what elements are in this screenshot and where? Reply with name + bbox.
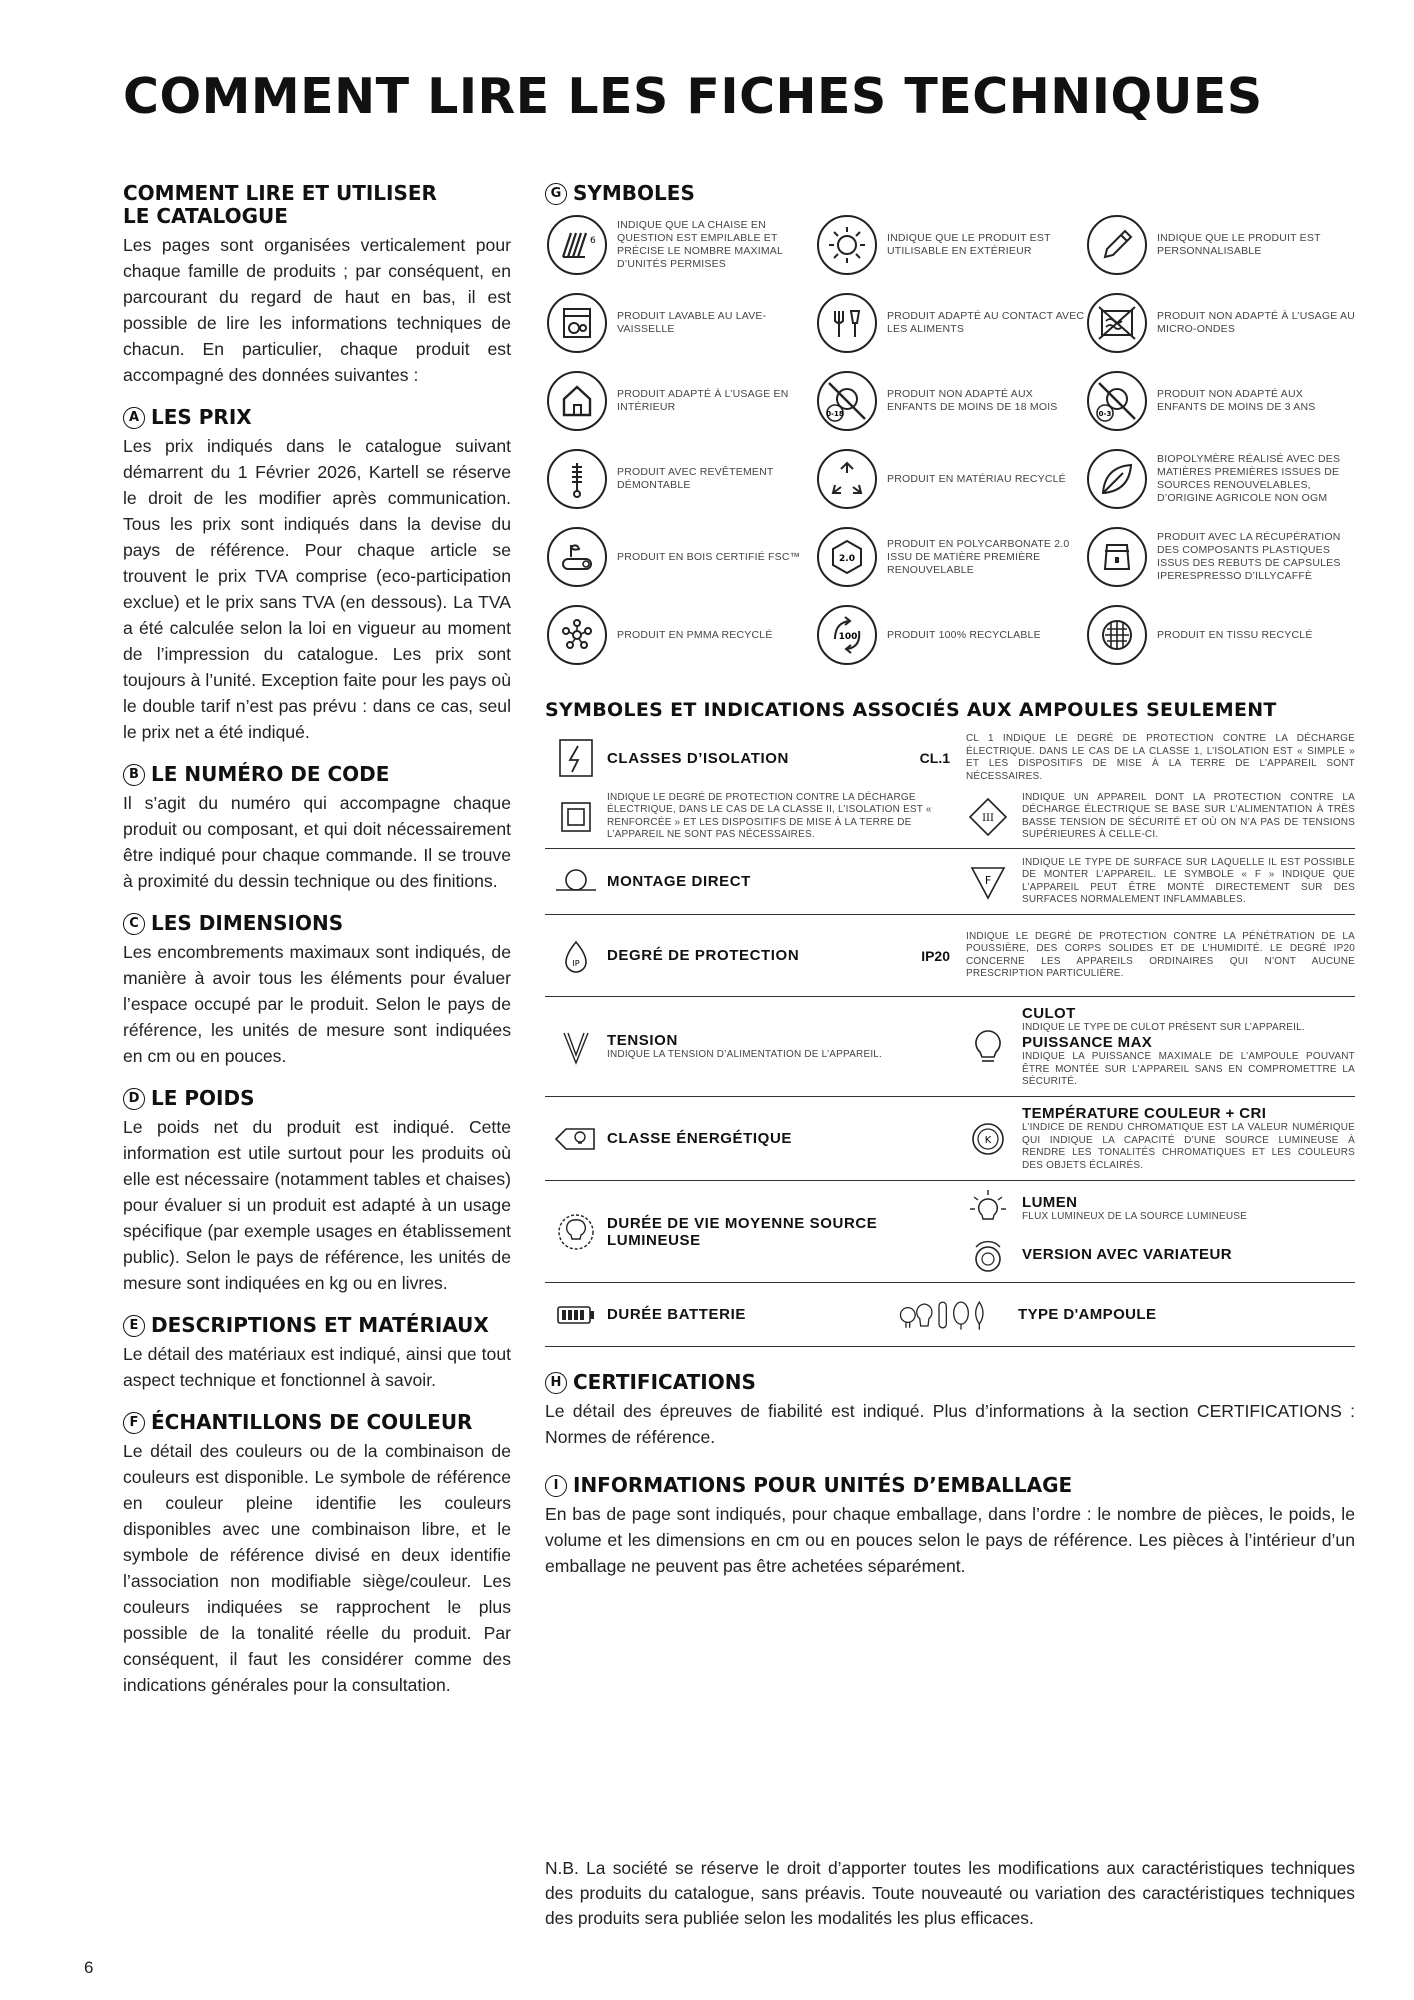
row-code: IP20 <box>921 947 950 964</box>
customizable-pencil-icon <box>1085 213 1149 277</box>
bulbs-heading: SYMBOLES ET INDICATIONS ASSOCIÉS AUX AMPOULES SEULEMENT <box>545 699 1277 721</box>
class-three-icon <box>960 795 1016 839</box>
symbol-item <box>815 445 1085 513</box>
row-desc: INDIQUE LE DEGRÉ DE PROTECTION CONTRE LA DÉCHARGE ÉLECTRIQUE, DANS LE CAS DE LA CLASSE II, L’ISOLATION EST « RENFORCÉE » ET LES DISPOSITIFS DE MISE À LA TERRE DE L’APPAREIL NE SONT PAS NÉCESSAIRES. <box>607 791 932 840</box>
section-heading: CERTIFICATIONS <box>573 1370 756 1394</box>
recycled-fabric-icon <box>1085 603 1149 667</box>
section-text: En bas de page sont indiqués, pour chaque emballage, dans l’ordre : le nombre de pièces, le poids, le volume et les dimensions en cm ou en pouces selon le pays de référence. Les pièces à l’intérieur d’un emballage ne peuvent pas être achetées séparément. <box>545 1504 1355 1576</box>
row-label: DEGRÉ DE PROTECTION <box>607 947 800 964</box>
letter-h-badge: H <box>545 1372 567 1394</box>
section-prices <box>123 406 511 745</box>
section-heading: LE NUMÉRO DE CODE <box>151 762 390 786</box>
letter-a-badge: A <box>123 407 145 429</box>
row-heading: VERSION AVEC VARIATEUR <box>1022 1246 1232 1263</box>
symbol-item <box>545 367 815 435</box>
polycarbonate-icon <box>815 525 879 589</box>
intro-text: Les pages sont organisées verticalement pour chaque famille de produits ; par conséquent, en parcourant du regard de haut en bas, il est possible de lire les informations techniques de chacun. En particulier, chaque produit est accompagné des données suivantes : <box>123 235 511 385</box>
row-label: CLASSES D’ISOLATION <box>607 749 789 767</box>
row-desc: CL 1 INDIQUE LE DEGRÉ DE PROTECTION CONTRE LA DÉCHARGE ÉLECTRIQUE. DANS LE CAS DE LA CLASSE 1, L’ISOLATION EST « SIMPLE » ET LES DISPOSITIFS DE MISE À LA TERRE DE L’APPAREIL SONT NÉCESSAIRES. <box>966 733 1355 782</box>
symbol-item <box>1085 211 1355 279</box>
section-text: Les encombrements maximaux sont indiqués, de manière à avoir tous les éléments pour évaluer l’espace occupé par le produit. Selon le pays de référence, les unités de mesure sont indiquées en cm ou en pouces. <box>123 942 511 1066</box>
no-microwave-icon <box>1085 291 1149 355</box>
symbol-item <box>545 445 815 513</box>
lumen-icon <box>960 1187 1016 1231</box>
row-sub: FLUX LUMINEUX DE LA SOURCE LUMINEUSE <box>1022 1210 1248 1222</box>
symbol-text: PRODUIT NON ADAPTÉ À L’USAGE AU MICRO-ONDES <box>1157 310 1355 335</box>
direct-mount-icon <box>545 860 607 904</box>
letter-g-badge: G <box>545 183 567 205</box>
row-heading: LUMEN <box>1022 1193 1078 1211</box>
symbols-heading <box>545 182 1355 205</box>
row-desc: INDIQUE LE TYPE DE SURFACE SUR LAQUELLE IL EST POSSIBLE DE MONTER L’APPAREIL. LE SYMBOLE « F » INDIQUE QUE L’APPAREIL PEUT ÊTRE MONTÉ DIRECTEMENT SUR DES SURFACES NORMALEMENT INFLAMMABLES. <box>1022 856 1355 905</box>
symbol-text: PRODUIT AVEC LA RÉCUPÉRATION DES COMPOSANTS PLASTIQUES ISSUS DES REBUTS DE CAPSULES IPERESPRESSO D’ILLYCAFFÈ <box>1157 531 1341 582</box>
symbol-item <box>815 289 1085 357</box>
section-dimensions <box>123 912 511 1069</box>
symbol-text: INDIQUE QUE LE PRODUIT EST UTILISABLE EN EXTÉRIEUR <box>887 232 1051 257</box>
coffee-capsule-icon <box>1085 525 1149 589</box>
row-sub: INDIQUE LA PUISSANCE MAXIMALE DE L’AMPOULE POUVANT ÊTRE MONTÉE SUR L’APPAREIL SANS EN COMPROMETTRE LA SÉCURITÉ. <box>1022 1051 1355 1087</box>
symbols-heading-text: SYMBOLES <box>573 181 695 205</box>
packaging-section <box>545 1474 1355 1579</box>
bulb-row <box>545 997 1355 1097</box>
symbol-text: BIOPOLYMÈRE RÉALISÉ AVEC DES MATIÈRES PREMIÈRES ISSUES DE SOURCES RENOUVELABLES, D’ORIGINE AGRICOLE NON OGM <box>1157 453 1341 504</box>
section-heading: LES PRIX <box>151 405 252 429</box>
row-sub: L’INDICE DE RENDU CHROMATIQUE EST LA VALEUR NUMÉRIQUE QUI INDIQUE LA CAPACITÉ D’UNE SOURCE LUMINEUSE À RENDRE LES TONALITÉS CHROMATIQUES ET LES COULEURS DES OBJETS ÉCLAIRÉS. <box>1022 1122 1355 1171</box>
row-heading: TYPE D'AMPOULE <box>1018 1306 1157 1323</box>
dimmer-icon <box>960 1233 1016 1277</box>
row-heading: PUISSANCE MAX <box>1022 1034 1153 1051</box>
lifetime-icon <box>545 1210 607 1254</box>
symbol-item <box>545 289 815 357</box>
row-label: TENSION <box>607 1031 678 1049</box>
intro-section <box>123 182 511 388</box>
bulb-row <box>545 1181 1355 1283</box>
symbol-item <box>1085 445 1355 513</box>
no-children-18-icon <box>815 369 879 433</box>
section-heading: INFORMATIONS POUR UNITÉS D’EMBALLAGE <box>573 1473 1073 1497</box>
letter-b-badge: B <box>123 764 145 786</box>
symbol-item <box>545 211 815 279</box>
section-weight <box>123 1087 511 1296</box>
symbol-item <box>815 367 1085 435</box>
symbols-grid <box>545 211 1355 669</box>
f-mark-icon <box>960 860 1016 904</box>
section-code <box>123 763 511 894</box>
battery-icon <box>545 1293 607 1337</box>
removable-cover-icon <box>545 447 609 511</box>
row-label: CLASSE ÉNERGÉTIQUE <box>607 1130 792 1147</box>
symbol-text: PRODUIT LAVABLE AU LAVE-VAISSELLE <box>617 310 767 335</box>
age-badge: 0-3 <box>1098 410 1112 418</box>
symbol-text: INDIQUE QUE LE PRODUIT EST PERSONNALISABLE <box>1157 232 1321 257</box>
insulation-class-icon <box>545 736 607 780</box>
stack-count: 6 <box>590 236 596 246</box>
footnote: N.B. La société se réserve le droit d’apporter toutes les modifications aux caractéristiques techniques des produits du catalogue, sans préavis. Toute nouveauté ou variation des caractéristiques techniques des produits sera publiée selon les modalités les plus efficaces. <box>545 1858 1355 1928</box>
symbol-item <box>1085 601 1355 669</box>
section-text: Le détail des épreuves de fiabilité est indiqué. Plus d’informations à la section CERTIFICATIONS : Normes de référence. <box>545 1401 1355 1447</box>
class-two-icon <box>545 795 607 839</box>
symbol-text: PRODUIT NON ADAPTÉ AUX ENFANTS DE MOINS DE 18 MOIS <box>887 388 1058 413</box>
letter-e-badge: E <box>123 1315 145 1337</box>
row-desc: INDIQUE LE DEGRÉ DE PROTECTION CONTRE LA PÉNÉTRATION DE LA POUSSIÈRE, DES CORPS SOLIDES ET DE L’HUMIDITÉ. LE DEGRÉ IP20 CONCERNE LES APPAREILS ORDINAIRES QUI N’ONT AUCUNE PRESCRIPTION PARTICULIÈRE. <box>966 930 1355 979</box>
left-column <box>123 182 511 1716</box>
symbol-item <box>545 601 815 669</box>
bulb-row <box>545 731 1355 785</box>
row-heading: CULOT <box>1022 1004 1076 1022</box>
recycled-material-icon <box>815 447 879 511</box>
row-code: CL.1 <box>919 750 950 766</box>
bulb-row <box>545 785 1355 849</box>
section-text: Le détail des matériaux est indiqué, ainsi que tout aspect technique et fonctionnel à savoir. <box>123 1344 511 1390</box>
symbol-text: PRODUIT EN MATÉRIAU RECYCLÉ <box>887 472 1066 485</box>
no-children-3-icon <box>1085 369 1149 433</box>
symbol-item <box>545 523 815 591</box>
letter-d-badge: D <box>123 1088 145 1110</box>
symbol-item <box>1085 289 1355 357</box>
color-temperature-icon <box>960 1117 1016 1161</box>
bulb-row <box>545 915 1355 997</box>
symbol-text: PRODUIT EN POLYCARBONATE 2.0 ISSU DE MATIÈRE PREMIÈRE RENOUVELABLE <box>887 537 1070 576</box>
page-title: COMMENT LIRE LES FICHES TECHNIQUES <box>123 68 1263 125</box>
page-number: 6 <box>84 1958 94 1977</box>
section-heading: DESCRIPTIONS ET MATÉRIAUX <box>151 1313 489 1337</box>
letter-c-badge: C <box>123 913 145 935</box>
kelvin-badge: K <box>984 1134 992 1146</box>
symbol-item <box>815 211 1085 279</box>
symbol-item <box>1085 523 1355 591</box>
symbol-text: PRODUIT EN PMMA RECYCLÉ <box>617 628 773 641</box>
row-heading: TEMPÉRATURE COULEUR + CRI <box>1022 1105 1267 1122</box>
certifications-section <box>545 1371 1355 1450</box>
voltage-icon <box>545 1025 607 1069</box>
section-text: Le détail des couleurs ou de la combinaison de couleurs est disponible. Le symbole de référence en couleur pleine identifie les couleurs disponibles avec une combinaison libre, et le symbole de référence divisé en deux identifie l’association non modifiable siège/couleur. Les couleurs indiquées se rapprochent le plus possible de la tonalité réelle du produit. Par conséquent, il faut les considérer comme des indications générales pour la consultation. <box>123 1441 511 1695</box>
protection-degree-icon <box>545 934 607 978</box>
bulb-row <box>545 849 1355 915</box>
section-materials <box>123 1314 511 1393</box>
food-contact-icon <box>815 291 879 355</box>
section-text: Il s’agit du numéro qui accompagne chaque produit ou composant, et qui doit nécessairement être indiqué pour chaque commande. Il se trouve à proximité du dessin technique ou des finitions. <box>123 793 511 891</box>
section-heading: LES DIMENSIONS <box>151 911 344 935</box>
bulb-row <box>545 1097 1355 1181</box>
letter-i-badge: I <box>545 1475 567 1497</box>
recyclable-100-icon <box>815 603 879 667</box>
row-sub: INDIQUE LE TYPE DE CULOT PRÉSENT SUR L’APPAREIL. <box>1022 1021 1305 1033</box>
section-heading: LE POIDS <box>151 1086 255 1110</box>
symbol-text: PRODUIT NON ADAPTÉ AUX ENFANTS DE MOINS DE 3 ANS <box>1157 388 1316 413</box>
row-desc: INDIQUE UN APPAREIL DONT LA PROTECTION CONTRE LA DÉCHARGE ÉLECTRIQUE SE BASE SUR L’ALIMENTATION À TRÈS BASSE TENSION DE SÉCURITÉ ET OÙ ON N’A PAS DE TENSIONS SUPÉRIEURES À CELLE-CI. <box>1022 791 1355 840</box>
indoor-house-icon <box>545 369 609 433</box>
section-heading: ÉCHANTILLONS DE COULEUR <box>151 1410 473 1434</box>
symbol-item <box>1085 367 1355 435</box>
bulb-types-icon <box>890 1293 1010 1337</box>
fsc-wood-icon <box>545 525 609 589</box>
f-mark-badge: F <box>984 873 992 887</box>
pmma-recycled-icon <box>545 603 609 667</box>
stackable-chair-icon <box>545 213 609 277</box>
symbol-item <box>815 523 1085 591</box>
right-column <box>545 182 1355 1579</box>
ip-badge: IP <box>572 958 580 968</box>
section-text: Le poids net du produit est indiqué. Cette information est utile surtout pour les produits où elle est nécessaire (notamment tables et chaises) pour évaluer si un produit est adapté à un usage spécifique (par exemple usages en établissement public). Selon le pays de référence, les unités de mesure sont indiquées en kg ou en livres. <box>123 1117 511 1293</box>
section-text: Les prix indiqués dans le catalogue suivant démarrent du 1 Février 2026, Kartell se réserve le droit de les modifier après communication. Tous les prix sont indiqués dans la devise du pays de référence. Pour chaque article se trouvent le prix TVA comprise (eco-participation exclue) et le prix sans TVA (en dessous). La TVA a été calculée selon la loi en vigueur au moment de l’impression du catalogue. Les prix sont toujours à l’unité. Exception faite pour les pays où le double tarif n’est pas prévu : dans ce cas, seul le prix net a été indiqué. <box>123 436 511 742</box>
row-label: DURÉE BATTERIE <box>607 1306 746 1323</box>
biopolymer-leaf-icon <box>1085 447 1149 511</box>
percent-badge: 100 <box>838 632 858 642</box>
bulb-row <box>545 1283 1355 1347</box>
energy-class-icon <box>545 1117 607 1161</box>
bulbs-table <box>545 731 1355 1347</box>
dishwasher-icon <box>545 291 609 355</box>
row-label: DURÉE DE VIE MOYENNE SOURCE LUMINEUSE <box>607 1214 878 1249</box>
outdoor-sun-icon <box>815 213 879 277</box>
symbol-text: INDIQUE QUE LA CHAISE EN QUESTION EST EMPILABLE ET PRÉCISE LE NOMBRE MAXIMAL D’UNITÉS PERMISES <box>617 219 783 270</box>
letter-f-badge: F <box>123 1412 145 1434</box>
class-three-badge: III <box>982 812 994 824</box>
symbol-text: PRODUIT AVEC REVÊTEMENT DÉMONTABLE <box>617 466 774 491</box>
bulb-base-icon <box>960 1025 1016 1069</box>
row-label: MONTAGE DIRECT <box>607 873 751 890</box>
version-badge: 2.0 <box>839 554 855 564</box>
age-badge: 0-18 <box>826 410 844 418</box>
symbol-text: PRODUIT EN TISSU RECYCLÉ <box>1157 628 1313 641</box>
symbol-item <box>815 601 1085 669</box>
section-colors <box>123 1411 511 1698</box>
symbol-text: PRODUIT EN BOIS CERTIFIÉ FSC™ <box>617 550 801 563</box>
symbol-text: PRODUIT ADAPTÉ À L’USAGE EN INTÉRIEUR <box>617 388 789 413</box>
intro-heading: COMMENT LIRE ET UTILISER LE CATALOGUE <box>123 181 437 228</box>
symbol-text: PRODUIT ADAPTÉ AU CONTACT AVEC LES ALIMENTS <box>887 310 1085 335</box>
symbol-text: PRODUIT 100% RECYCLABLE <box>887 628 1041 641</box>
row-sub: INDIQUE LA TENSION D’ALIMENTATION DE L’APPAREIL. <box>607 1048 883 1060</box>
